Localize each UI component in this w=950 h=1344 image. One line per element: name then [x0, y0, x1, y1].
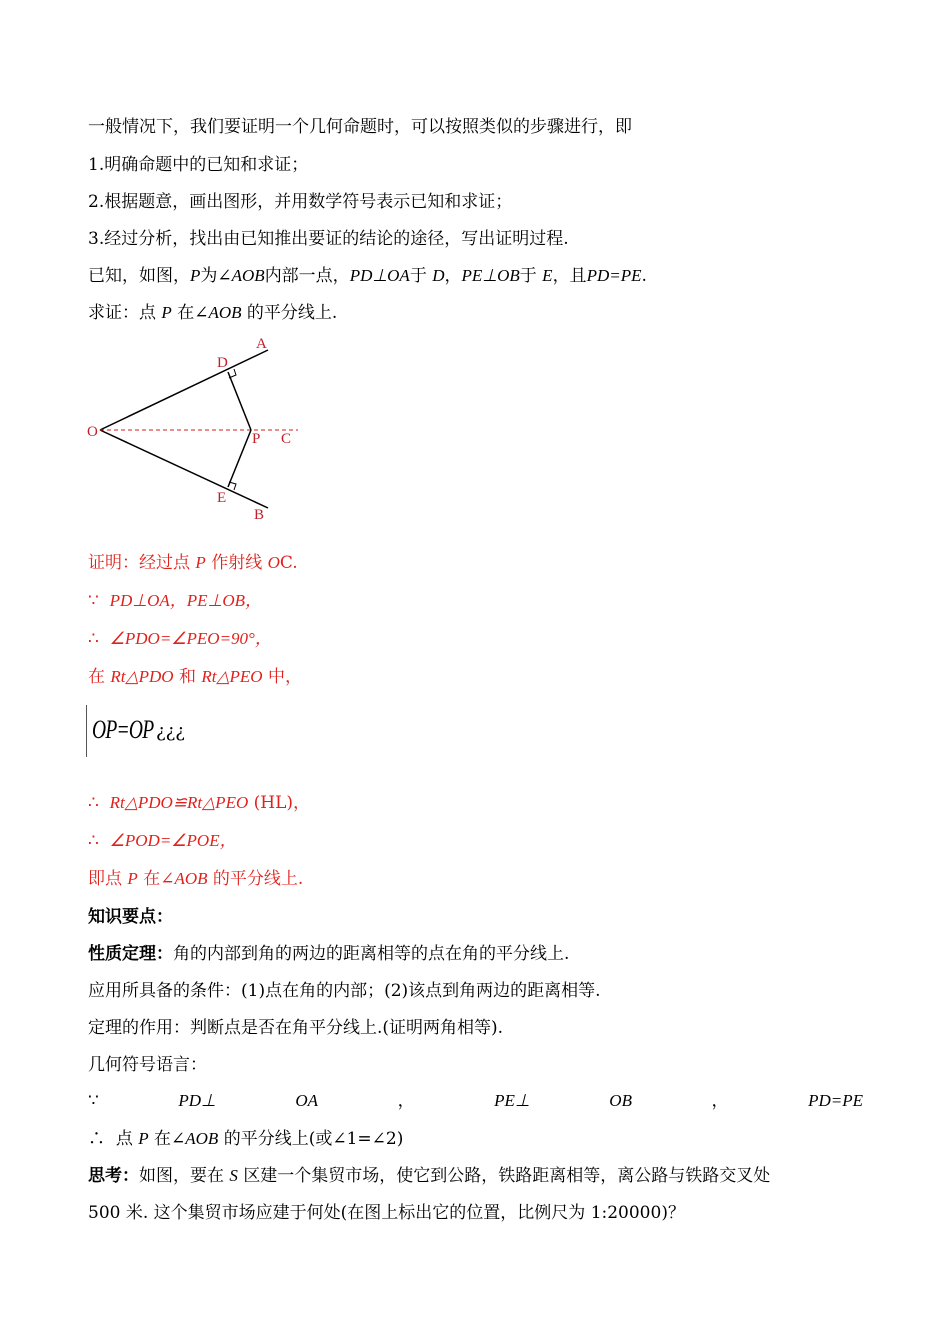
label-c: C: [281, 431, 292, 447]
label-d: D: [217, 355, 228, 371]
symbolic-conditions-line: ∵ PD⊥ OA ， PE⊥ OB ， PD=PE: [88, 1091, 863, 1111]
think-line-2: 500 米. 这个集贸市场应建于何处(在图上标出它的位置，比例尺为 1:20000)？: [88, 1203, 685, 1223]
segment-pe: [228, 430, 251, 487]
prove-statement: 求证：点 P 在∠AOB 的平分线上.: [88, 303, 338, 323]
segment-pd: [228, 372, 251, 430]
proof-line-1: 证明：经过点 P 作射线 OC.: [88, 553, 298, 573]
proof-line-4: 在 Rt△PDO 和 Rt△PEO 中，: [88, 667, 302, 687]
angle-bisector-figure: [84, 332, 314, 532]
theorem-label: 性质定理：: [88, 944, 173, 964]
conditions-line: 应用所具备的条件：(1)点在角的内部；(2)该点到角两边的距离相等.: [88, 981, 601, 1001]
knowledge-heading: 知识要点：: [88, 907, 173, 927]
proof-line-6: ∴ ∠POD=∠POE，: [88, 831, 237, 851]
brace-bar: [86, 705, 89, 757]
proof-line-3: ∴ ∠PDO=∠PEO=90°，: [88, 629, 272, 649]
role-line: 定理的作用：判断点是否在角平分线上.(证明两角相等).: [88, 1018, 504, 1038]
label-p: P: [252, 431, 261, 447]
brace-equation: OP=OP: [92, 715, 154, 744]
label-a: A: [256, 336, 267, 352]
label-b: B: [254, 507, 265, 523]
ray-oa: [100, 350, 268, 430]
think-label: 思考：: [88, 1166, 139, 1186]
step-3: 3.经过分析，找出由已知推出要证的结论的途径，写出证明过程.: [88, 229, 569, 249]
theorem-text: 角的内部到角的两边的距离相等的点在角的平分线上.: [173, 944, 570, 964]
label-e: E: [217, 490, 227, 506]
step-1: 1.明确命题中的已知和求证；: [88, 155, 309, 175]
given-statement: 已知，如图，P为∠AOB内部一点，PD⊥OA于 D，PE⊥OB于 E，且PD=PE.: [88, 266, 647, 286]
symbolic-conclusion-line: ∴ 点 P 在∠AOB 的平分线上(或∠1=∠2): [88, 1129, 404, 1149]
intro-text: 一般情况下，我们要证明一个几何命题时，可以按照类似的步骤进行，即: [88, 117, 632, 137]
think-line-1: 思考：如图，要在 S 区建一个集贸市场，使它到公路，铁路距离相等，离公路与铁路交叉处: [88, 1166, 771, 1186]
proof-line-2: ∵ PD⊥OA，PE⊥OB，: [88, 591, 263, 611]
ray-ob: [100, 430, 268, 508]
proof-line-7: 即点 P 在∠AOB 的平分线上.: [88, 869, 304, 889]
theorem-line: [88, 943, 569, 965]
brace-garbled-text: ¿¿¿: [156, 721, 185, 742]
congruence-conditions-brace: [86, 705, 206, 757]
proof-line-5: ∴ Rt△PDO≌Rt△PEO (HL)，: [88, 793, 311, 813]
step-2: 2.根据题意，画出图形，并用数学符号表示已知和求证；: [88, 192, 513, 212]
symbol-language-label: 几何符号语言：: [88, 1055, 207, 1075]
label-o: O: [87, 424, 98, 440]
